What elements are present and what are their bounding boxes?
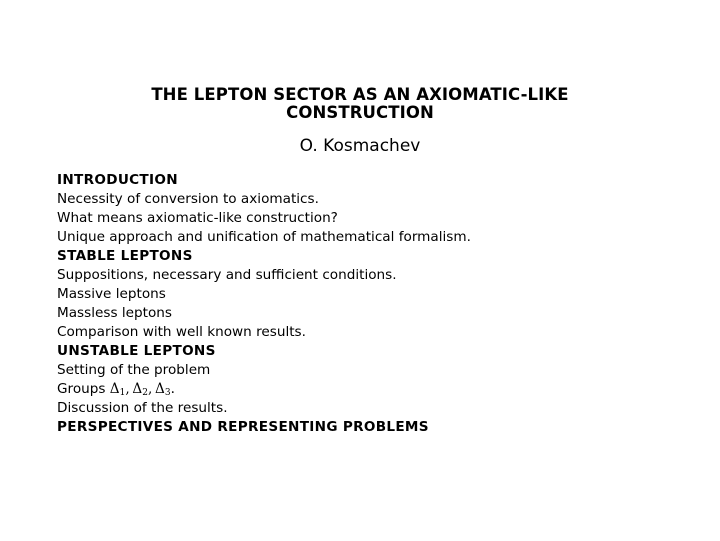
author-name: O. Kosmachev — [299, 136, 421, 156]
title-line-2: CONSTRUCTION — [286, 103, 434, 122]
document-title — [0, 86, 720, 122]
toc-item: What means axiomatic-like construction? — [57, 210, 338, 226]
section-heading-introduction: INTRODUCTION — [57, 172, 178, 188]
section-heading-stable-leptons: STABLE LEPTONS — [57, 248, 193, 264]
toc-item: Massive leptons — [57, 286, 166, 302]
delta-symbol: Δ — [132, 381, 143, 397]
toc-item: Massless leptons — [57, 305, 172, 321]
title-line-1: THE LEPTON SECTOR AS AN AXIOMATIC-LIKE — [151, 85, 569, 104]
delta-symbol: Δ — [155, 381, 165, 397]
toc-item: Suppositions, necessary and sufficient conditions. — [57, 267, 397, 283]
section-heading-unstable-leptons: UNSTABLE LEPTONS — [57, 343, 216, 359]
delta-index: 3 — [164, 388, 171, 398]
delta-index: 2 — [142, 388, 148, 398]
table-of-contents — [57, 171, 697, 437]
delta-index: 1 — [119, 388, 126, 398]
groups-label: Groups — [57, 381, 106, 397]
toc-item: Setting of the problem — [57, 362, 211, 378]
toc-item: Necessity of conversion to axiomatics. — [57, 191, 319, 207]
toc-item: Discussion of the results. — [57, 400, 228, 416]
groups-math: $\Delta_1$, $\Delta_2$, $\Delta_3$. — [109, 381, 175, 398]
section-heading-perspectives: PERSPECTIVES AND REPRESENTING PROBLEMS — [57, 419, 429, 435]
toc-item-groups — [57, 380, 697, 399]
toc-item: Comparison with well known results. — [57, 324, 306, 340]
toc-item: Unique approach and unification of mathematical formalism. — [57, 229, 471, 245]
delta-symbol: Δ — [109, 381, 120, 397]
